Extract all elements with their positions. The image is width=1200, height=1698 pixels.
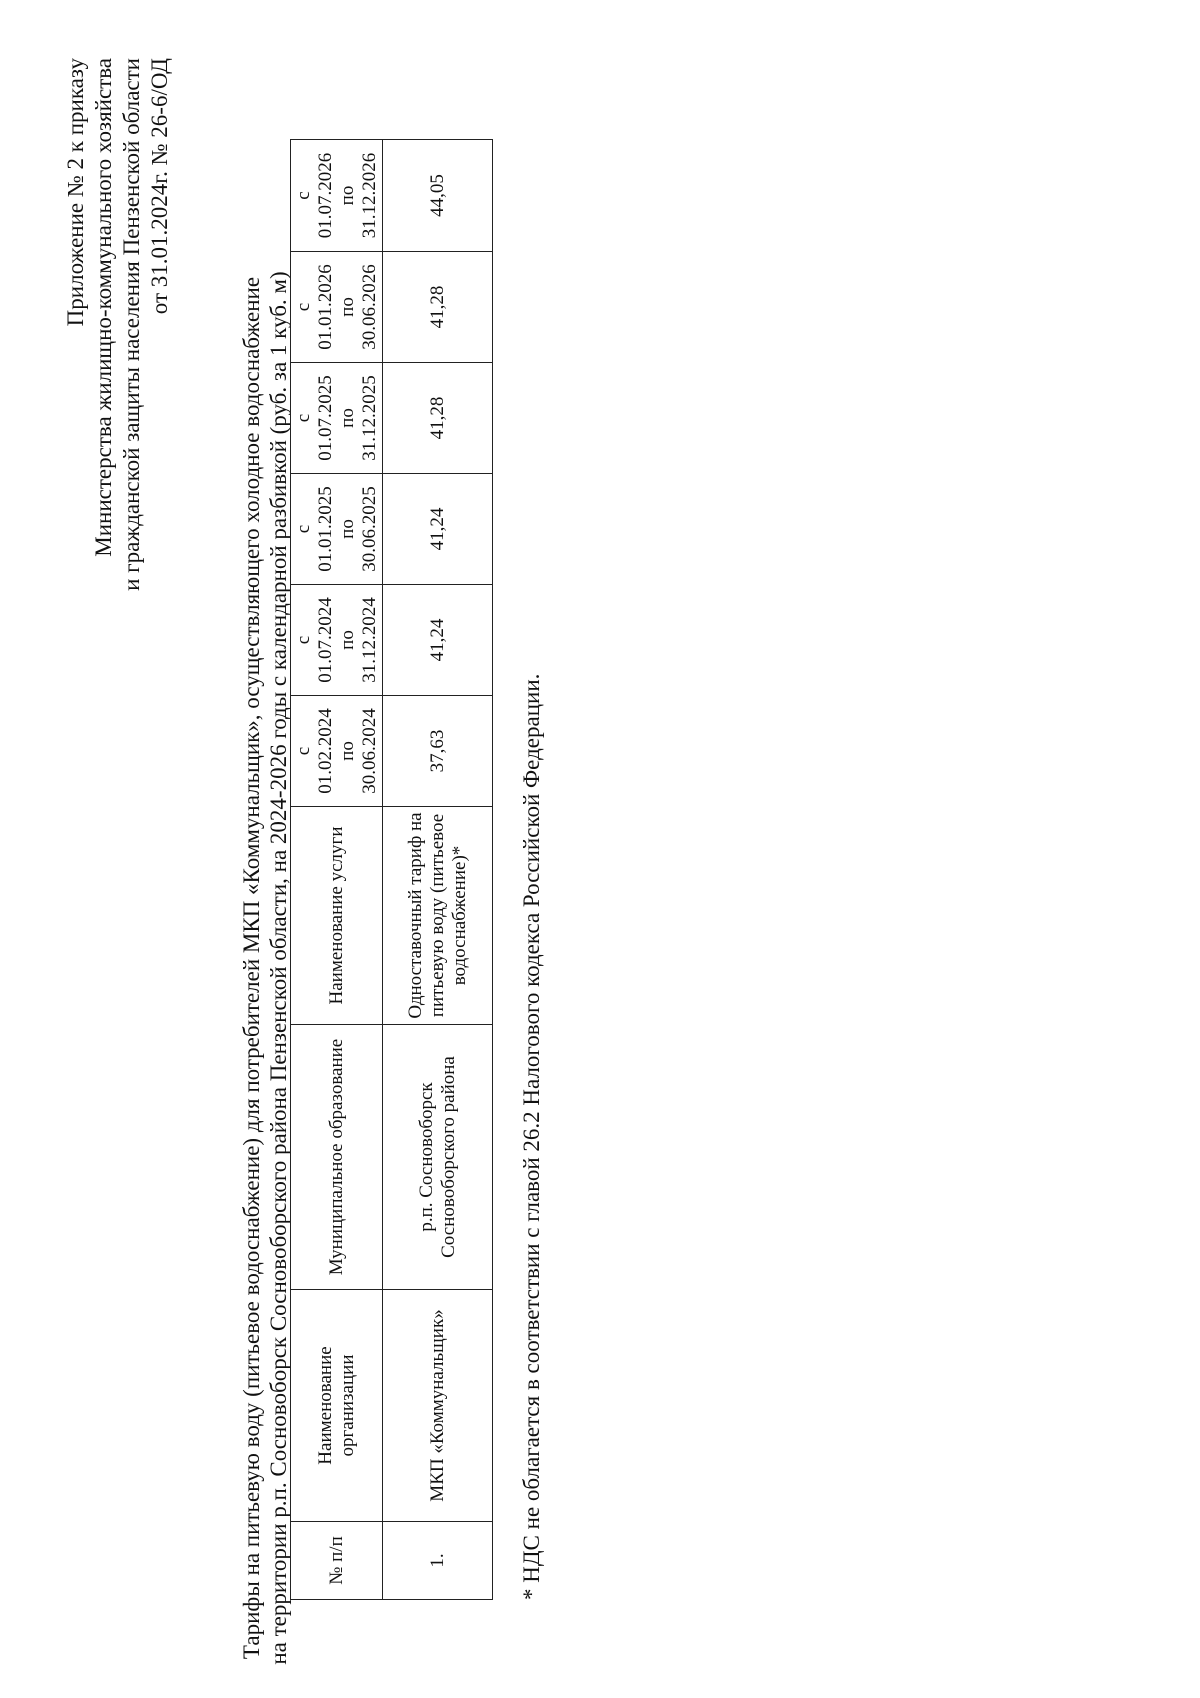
tariff-table [290, 139, 493, 1600]
title-line: Тарифы на питьевую воду (питьевое водоснабжение) для потребителей МКП «Коммунальщик», осуществляющего холодное водоснабжение [239, 276, 264, 1660]
period-from: 01.07.2025 [314, 375, 336, 461]
period-to: 30.06.2025 [358, 486, 380, 572]
header-period [291, 585, 383, 696]
period-to: 31.12.2026 [358, 152, 380, 239]
cell-tariff-value: 37,63 [383, 696, 493, 807]
period-to-word: по [336, 630, 358, 650]
approval-block [62, 58, 174, 1698]
table-row [383, 140, 493, 1600]
cell-tariff-value: 41,28 [383, 363, 493, 474]
header-org: Наименование организации [291, 1290, 383, 1522]
period-from: 01.02.2024 [314, 708, 336, 794]
period-to: 30.06.2024 [358, 708, 380, 794]
cell-municipality: р.п. Сосновоборск Сосновоборского района [383, 1025, 493, 1290]
period-to: 31.12.2025 [358, 375, 380, 461]
period-from: 01.01.2025 [314, 486, 336, 572]
footnote: * НДС не облагается в соответствии с главой 26.2 Налогового кодекса Российской Федерации. [519, 673, 544, 1600]
table-header-row [291, 140, 383, 1600]
cell-service: Одноставочный тариф на питьевую воду (питьевое водоснабжение)* [383, 807, 493, 1025]
header-period [291, 252, 383, 363]
period-to-word: по [336, 741, 358, 761]
title-line: на территории р.п. Сосновоборск Сосновоборского района Пензенской области, на 2024-2026 годы с календарной разбивкой (руб. за 1 куб. м) [266, 271, 291, 1665]
header-service: Наименование услуги [291, 807, 383, 1025]
period-from: 01.07.2026 [314, 152, 336, 239]
approval-line: от 31.01.2024г. № 26-6/ОД [147, 58, 172, 315]
period-from-word: с [292, 635, 314, 645]
period-to-word: по [336, 297, 358, 317]
period-to-word: по [336, 408, 358, 428]
period-from-word: с [292, 746, 314, 756]
cell-tariff-value: 44,05 [383, 140, 493, 252]
cell-num: 1. [383, 1522, 493, 1600]
header-municipality: Муниципальное образование [291, 1025, 383, 1290]
cell-tariff-value: 41,24 [383, 474, 493, 585]
cell-tariff-value: 41,28 [383, 252, 493, 363]
approval-line: и гражданской защиты населения Пензенской области [119, 58, 144, 591]
cell-tariff-value: 41,24 [383, 585, 493, 696]
period-to: 31.12.2024 [358, 597, 380, 683]
header-period [291, 363, 383, 474]
period-to-word: по [336, 519, 358, 539]
header-period [291, 474, 383, 585]
period-from-word: с [292, 302, 314, 312]
period-from: 01.07.2024 [314, 597, 336, 683]
header-num: № п/п [291, 1522, 383, 1600]
period-to-word: по [336, 185, 358, 206]
cell-org: МКП «Коммунальщик» [383, 1290, 493, 1522]
header-period [291, 696, 383, 807]
period-from: 01.01.2026 [314, 264, 336, 350]
period-from-word: с [292, 413, 314, 423]
period-to: 30.06.2026 [358, 264, 380, 350]
document-title [238, 238, 292, 1698]
period-from-word: с [292, 191, 314, 200]
period-from-word: с [292, 524, 314, 534]
approval-line: Министерства жилищно-коммунального хозяйства [91, 58, 116, 557]
header-period [291, 140, 383, 252]
approval-line: Приложение № 2 к приказу [63, 58, 88, 327]
